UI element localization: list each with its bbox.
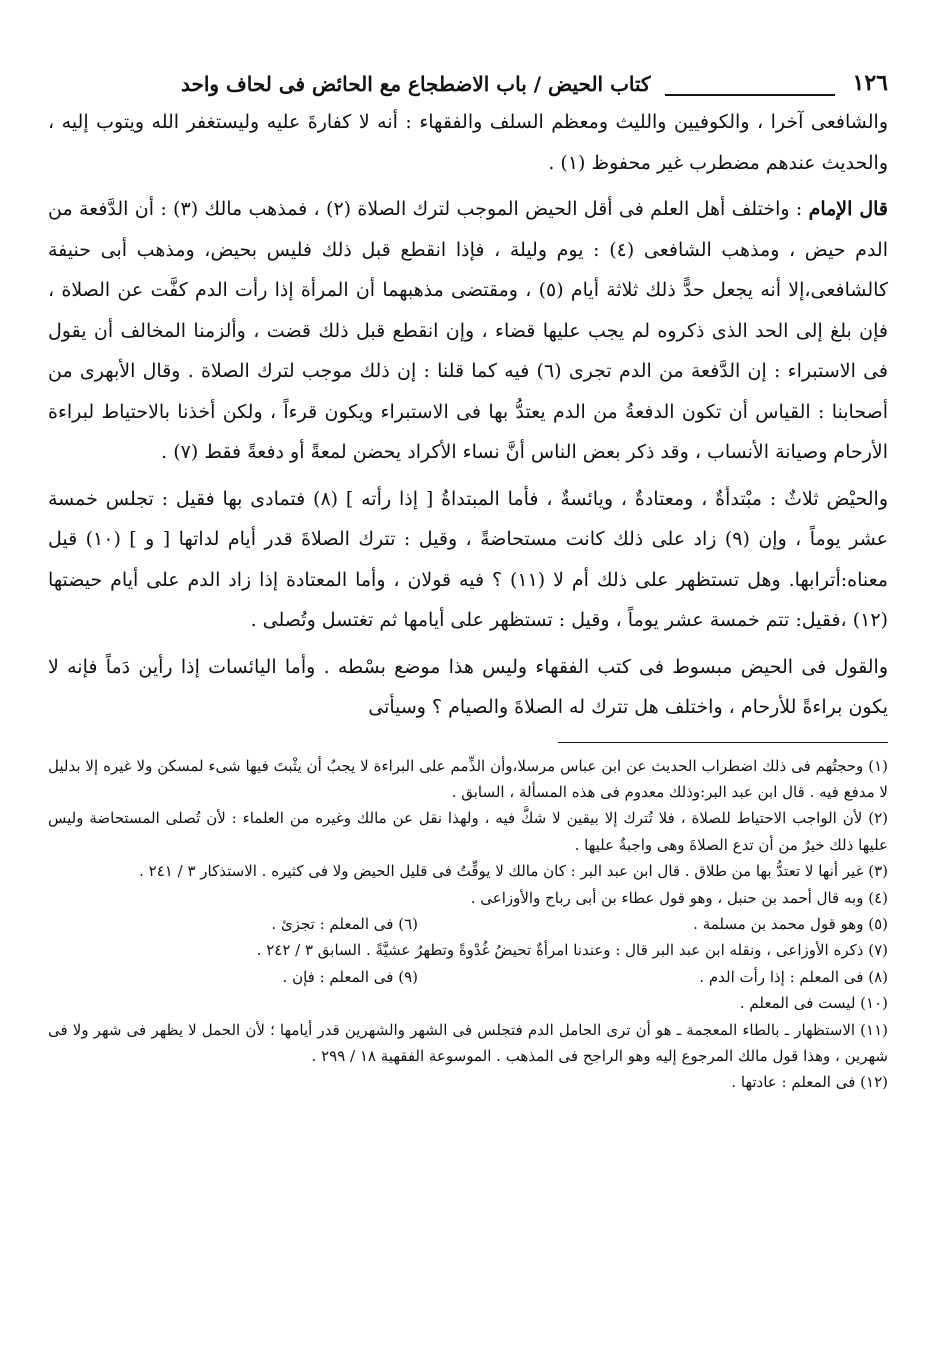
running-title: كتاب الحيض / باب الاضطجاع مع الحائض فى لحاف واحد [181,72,651,96]
header-rule [665,72,835,96]
footnote-separator [558,742,888,743]
footnote-11: (١١) الاستظهار ـ بالطاء المعجمة ـ هو أن ترى الحامل الدم فتجلس فى الشهر والشهرين قدر أيامها ؛ لأن الحمل لا يظهر فى شهر ولا فى شهرين ، وهذا قول مالك المرجوع إليه وهو الراجح فى المذهب . الموسوعة الفقهية ١٨ / ٢٩٩ . [48,1020,888,1065]
page-number: ١٢٦ [852,70,888,96]
footnote-5: (٥) وهو قول محمد بن مسلمة . [693,914,888,933]
footnote-8: (٨) فى المعلم : إذا رأت الدم . [699,967,888,986]
footnote-4: (٤) وبه قال أحمد بن حنبل ، وهو قول عطاء بن أبى رباح والأوزاعى . [470,888,888,907]
footnote-10: (١٠) ليست فى المعلم . [739,994,888,1013]
footnote-row [48,964,888,990]
footnotes [48,753,888,1096]
footnote-2: (٢) لأن الواجب الاحتياط للصلاة ، فلا تُترك إلا بيقين لا شكَّ فيه ، ولهذا نقل عن مالك وغيره من العلماء : لأن تُصلى المستحاضة وليس عليها ذلك خيرٌ من أن تدع الصلاةَ وهى واجبةٌ عليها . [48,809,888,854]
paragraph-4: والقول فى الحيض مبسوط فى كتب الفقهاء وليس هذا موضع بسْطه . وأما اليائسات إذا رأين دَماً فإنه لا يكون براءةً للأرحام ، واختلف هل تترك له الصلاةَ والصيام ؟ وسيأتى [48,655,888,718]
paragraph-lead: قال الإمام [808,198,888,220]
footnote-12: (١٢) فى المعلم : عادتها . [731,1073,888,1092]
main-text [48,102,888,728]
footnote-row [48,911,888,937]
paragraph-3: والحيْض ثلاثٌ : مبْتدأةٌ ، ومعتادةٌ ، ويائسةٌ ، فأما المبتداةُ [ إذا رأته ] (٨) فتمادى بها فقيل : تجلس خمسة عشر يوماً ، وإن (٩) زاد على ذلك كانت مستحاضةً ، وقيل : تترك الصلاةَ قدر أيام لداتها [ و ] (١٠) قيل معناه:أترابها. وهل تستظهر على ذلك أم لا (١١) ؟ فيه قولان ، وأما المعتادة إذا زاد الدم على أيام حيضتها (١٢) ،فقيل: تتم خمسة عشر يوماً ، وقيل : تستظهر على أيامها ثم تغتسل وتُصلى . [48,487,888,631]
paragraph-2: قال الإمام : واختلف أهل العلم فى أقل الحيض الموجب لترك الصلاة (٢) ، فمذهب مالك (٣) : أن الدَّفعة من الدم حيض ، ومذهب الشافعى (٤) : يوم وليلة ، فإذا انقطع قبل ذلك فليس بحيض، ومذهب أبى حنيفة كالشافعى،إلا أنه يجعل حدًّ ذلك ثلاثة أيام (٥) ، ومقتضى مذهبهما أن المرأة إذا رأت الدم كفَّت عن الصلاة ، فإن بلغ إلى الحد الذى ذكروه لم يجب عليها قضاء ، وإن انقطع قبل ذلك قضت ، وألزمنا المخالف أن يقول فى الاستبراء : إن الدَّفعة من الدم تجرى (٦) فيه كما قلنا : إن ذلك موجب لترك الصلاة . وقال الأبهرى من أصحابنا : القياس أن تكون الدفعةُ من الدم يعتدُّ بها فى الاستبراء ويكون قرءاً ، ولكن أخذنا بالاحتياط لبراءة الأرحام وصيانة الأنساب ، وقد ذكر بعض الناس أنَّ نساء الأكراد يحضن لمعةً أو دفعةً فقط (٧) . [48,198,888,463]
footnote-7: (٧) ذكره الأوزاعى ، ونقله ابن عبد البر قال : وعندنا امرأةٌ تحيضُ غُدْوةً وتطهرُ عشيَّةً . السابق ٣ / ٢٤٢ . [256,941,888,960]
footnote-3: (٣) غير أنها لا تعتدُّ بها من طلاق . قال ابن عبد البر : كان مالك لا يوقِّتُ فى قليل الحيض ولا فى كثيره . الاستذكار ٣ / ٢٤١ . [139,862,888,881]
page-header [48,52,888,96]
footnote-6: (٦) فى المعلم : تجزئ . [271,914,418,933]
footnote-9: (٩) فى المعلم : فإن . [282,967,418,986]
paragraph-1: والشافعى آخرا ، والكوفيين والليث ومعظم السلف والفقهاء : أنه لا كفارةَ عليه وليستغفر الله ويتوب إليه ، والحديث عندهم مضطرب غير محفوظ (١) . [48,111,888,174]
footnote-1: (١) وحجتُهم فى ذلك اضطراب الحديث عن ابن عباس مرسلا،وأن الذِّمم على البراءة لا يجبُ أن يثْبتَ فيها شىء لمسكن ولا غيره إلا بدليل لا مدفع فيه . قال ابن عبد البر:وذلك معدوم فى هذه المسألة ، السابق . [48,756,888,801]
book-page [48,52,888,1096]
